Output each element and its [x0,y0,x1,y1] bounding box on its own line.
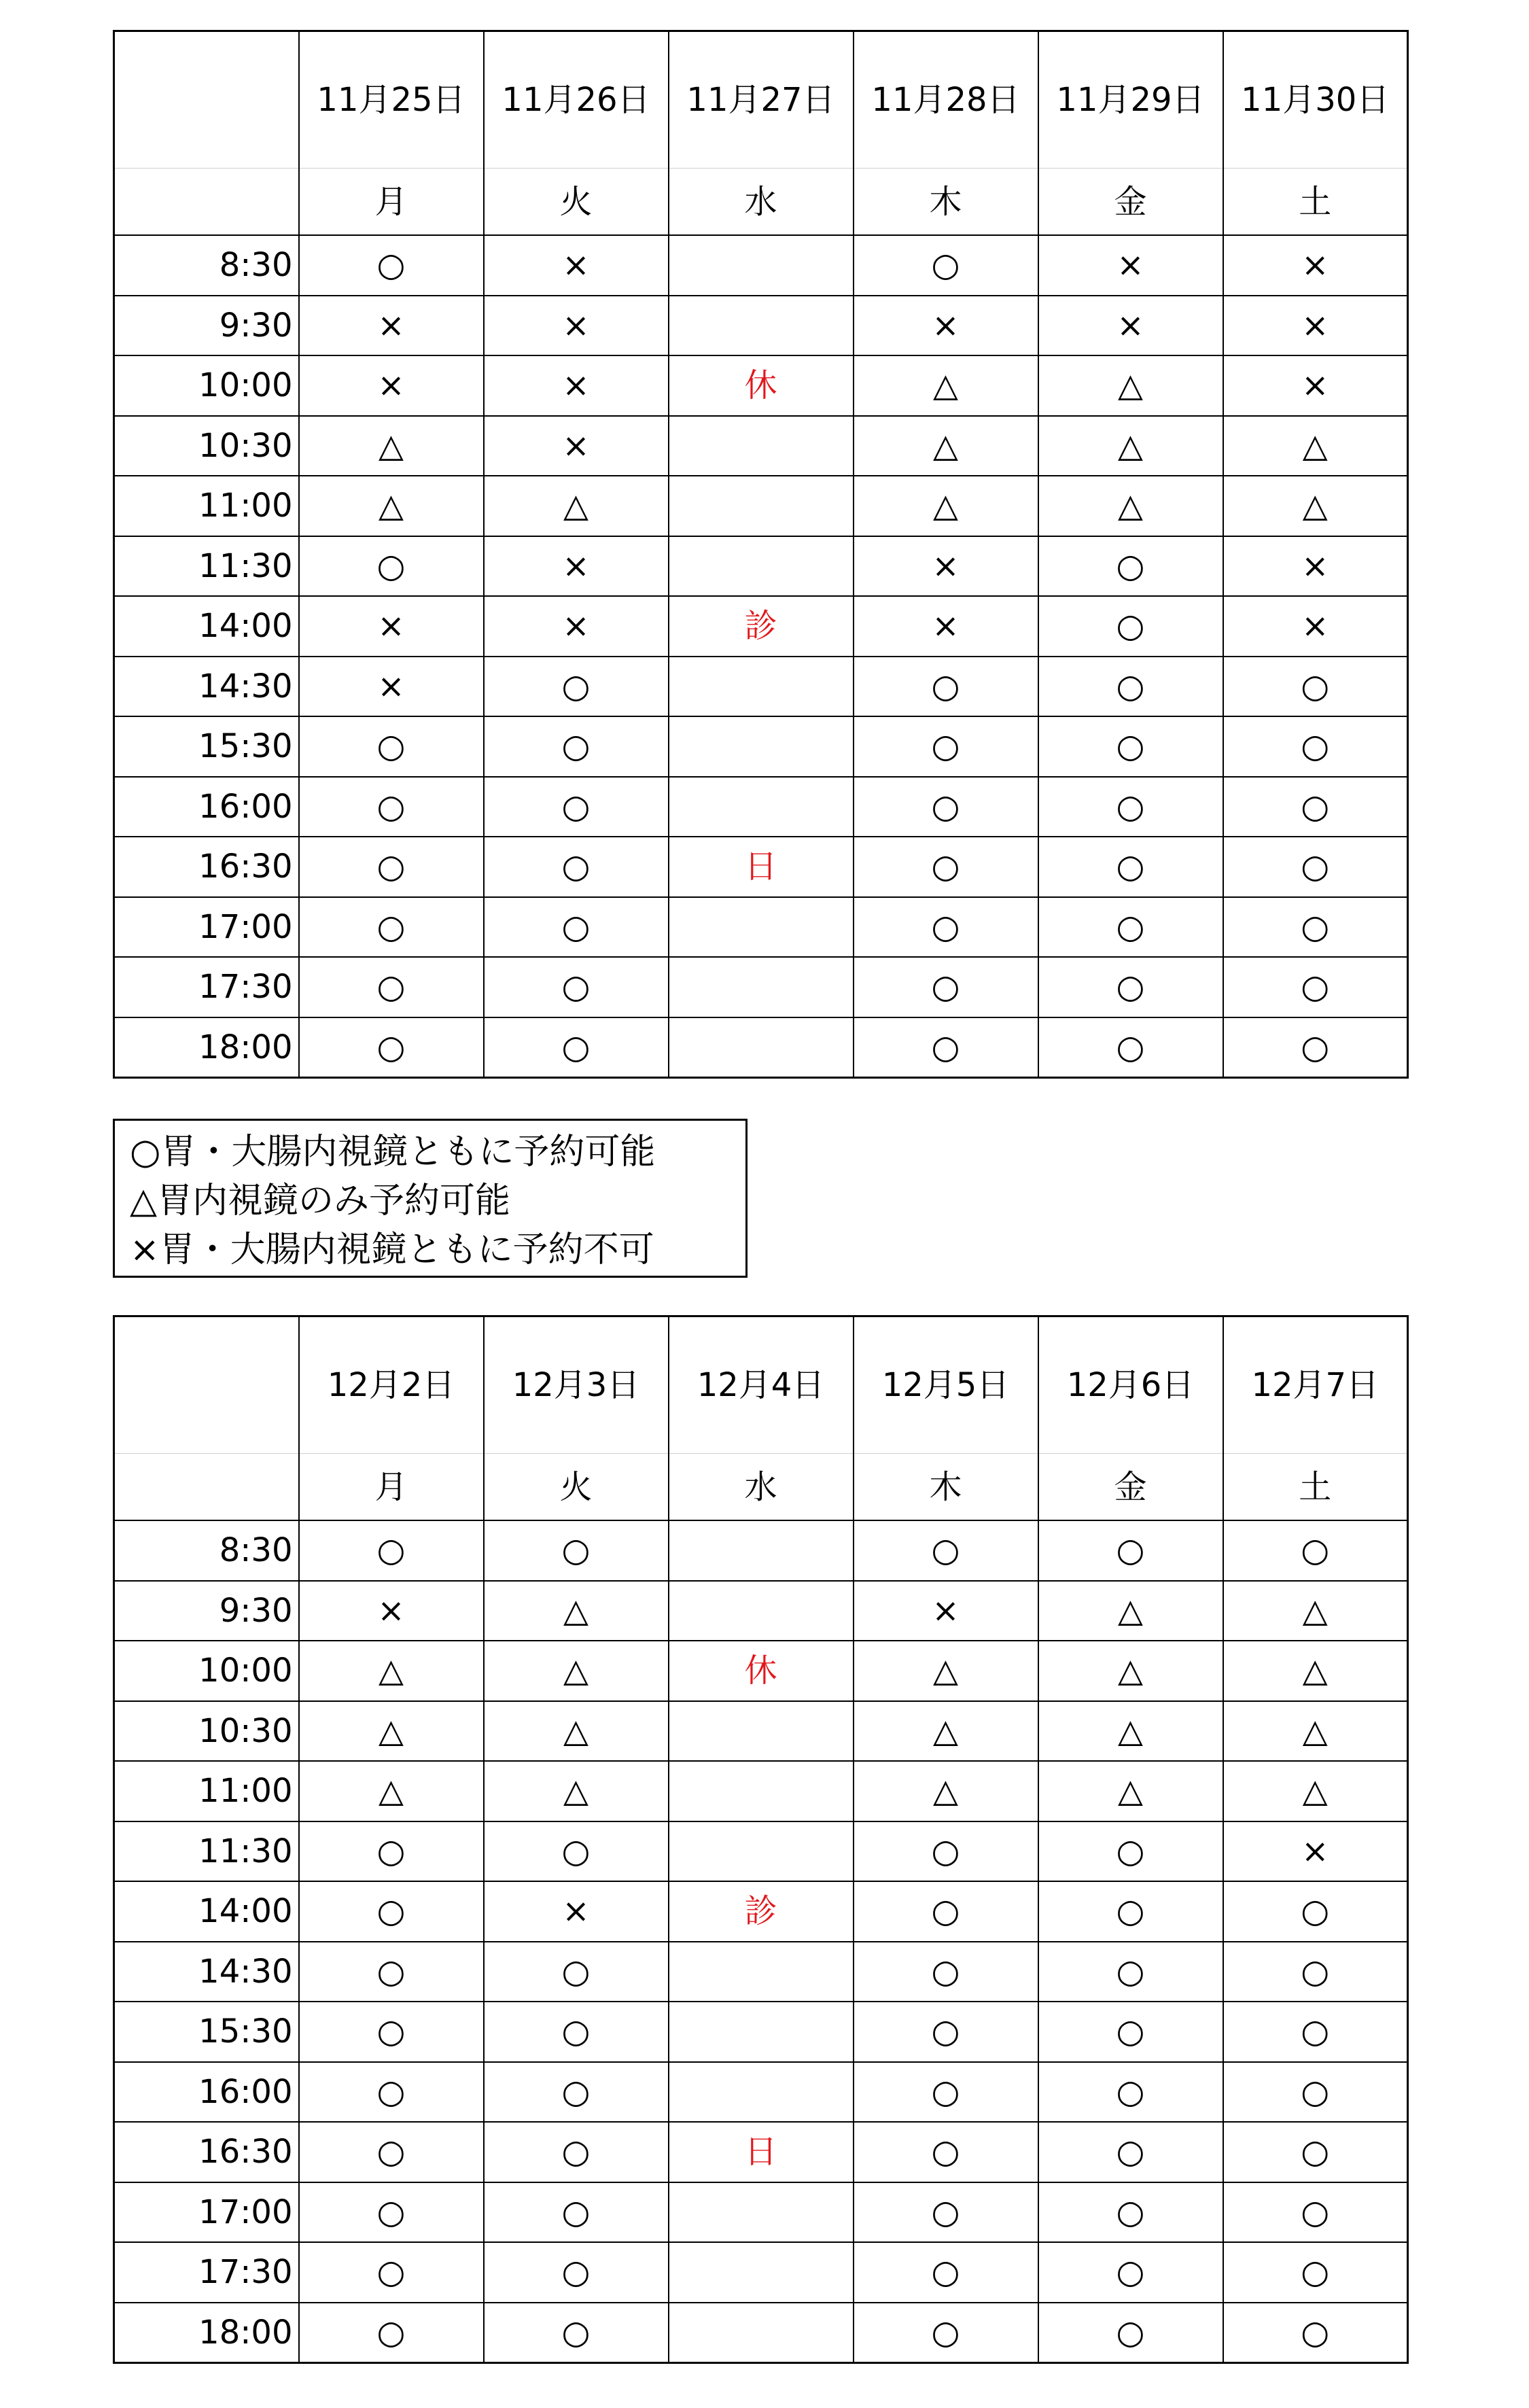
legend-unavailable: ×胃・大腸内視鏡ともに予約不可 [130,1229,654,1270]
partial-mark: △ [1223,1641,1408,1701]
corner-cell [114,1454,299,1521]
unavailable-mark: × [299,355,484,416]
date-header: 11月27日 [669,31,854,169]
time-slot-row [114,536,1408,597]
available-mark: ○ [854,1520,1038,1581]
available-mark: ○ [1223,2182,1408,2243]
partial-mark: △ [484,1581,669,1641]
legend-available-both: ○胃・大腸内視鏡ともに予約可能 [130,1132,656,1172]
time-slot-row [114,2242,1408,2303]
available-mark: ○ [1223,957,1408,1017]
available-mark: ○ [484,837,669,897]
available-mark: ○ [1223,897,1408,958]
available-mark: ○ [1038,837,1223,897]
available-mark: ○ [1223,837,1408,897]
weekday-header: 金 [1038,169,1223,236]
available-mark: ○ [1223,2062,1408,2123]
available-mark: ○ [299,1821,484,1882]
available-mark: ○ [1038,536,1223,597]
empty-cell [669,235,854,296]
empty-cell [669,957,854,1017]
partial-mark: △ [299,1761,484,1821]
weekday-header: 水 [669,1454,854,1521]
time-label: 14:00 [114,596,299,657]
closed-day-text: 診 [669,1881,854,1942]
available-mark: ○ [484,2303,669,2363]
partial-mark: △ [854,1761,1038,1821]
date-header: 11月29日 [1038,31,1223,169]
time-label: 11:00 [114,1761,299,1821]
time-label: 8:30 [114,235,299,296]
schedule-table-december [113,1315,1409,2364]
available-mark: ○ [484,2182,669,2243]
unavailable-mark: × [1038,235,1223,296]
available-mark: ○ [299,2242,484,2303]
closed-day-text: 診 [669,596,854,657]
available-mark: ○ [484,1520,669,1581]
weekday-header: 木 [854,1454,1038,1521]
unavailable-mark: × [299,596,484,657]
available-mark: ○ [1038,1520,1223,1581]
empty-cell [669,777,854,837]
weekday-header: 月 [299,1454,484,1521]
available-mark: ○ [484,1821,669,1882]
available-mark: ○ [299,837,484,897]
available-mark: ○ [854,2303,1038,2363]
available-mark: ○ [484,2242,669,2303]
partial-mark: △ [484,1701,669,1762]
available-mark: ○ [299,536,484,597]
available-mark: ○ [1038,716,1223,777]
date-header: 11月26日 [484,31,669,169]
unavailable-mark: × [484,536,669,597]
weekday-header: 土 [1223,1454,1408,1521]
available-mark: ○ [299,1017,484,1078]
available-mark: ○ [1038,2182,1223,2243]
closed-day-text: 休 [669,355,854,416]
available-mark: ○ [299,235,484,296]
available-mark: ○ [1223,1881,1408,1942]
date-header-row [114,31,1408,169]
available-mark: ○ [1223,2002,1408,2062]
partial-mark: △ [1038,1761,1223,1821]
time-label: 10:00 [114,355,299,416]
available-mark: ○ [1038,2242,1223,2303]
partial-mark: △ [1223,416,1408,476]
available-mark: ○ [484,2122,669,2182]
time-slot-row [114,1017,1408,1078]
empty-cell [669,536,854,597]
date-header: 11月28日 [854,31,1038,169]
partial-mark: △ [299,1701,484,1762]
date-header: 11月30日 [1223,31,1408,169]
closed-day-text: 休 [669,1641,854,1701]
available-mark: ○ [854,1942,1038,2002]
unavailable-mark: × [1223,235,1408,296]
time-slot-row [114,837,1408,897]
time-slot-row [114,1761,1408,1821]
partial-mark: △ [854,416,1038,476]
weekday-header: 木 [854,169,1038,236]
weekday-header: 火 [484,169,669,236]
time-label: 16:30 [114,837,299,897]
partial-mark: △ [1038,476,1223,536]
available-mark: ○ [299,1520,484,1581]
available-mark: ○ [1223,657,1408,717]
weekday-header: 土 [1223,169,1408,236]
available-mark: ○ [299,1942,484,2002]
available-mark: ○ [1223,1017,1408,1078]
legend-gastric-only: △胃内視鏡のみ予約可能 [130,1181,510,1221]
time-label: 9:30 [114,296,299,356]
partial-mark: △ [1223,1701,1408,1762]
available-mark: ○ [1223,2303,1408,2363]
empty-cell [669,296,854,356]
partial-mark: △ [854,476,1038,536]
available-mark: ○ [854,2002,1038,2062]
available-mark: ○ [1223,1942,1408,2002]
closed-day-text: 日 [669,2122,854,2182]
time-slot-row [114,777,1408,837]
available-mark: ○ [299,2062,484,2123]
corner-cell [114,169,299,236]
time-label: 17:00 [114,897,299,958]
unavailable-mark: × [854,536,1038,597]
time-label: 18:00 [114,1017,299,1078]
unavailable-mark: × [484,235,669,296]
unavailable-mark: × [1223,536,1408,597]
available-mark: ○ [1038,2062,1223,2123]
time-label: 17:30 [114,2242,299,2303]
time-slot-row [114,897,1408,958]
time-label: 16:00 [114,2062,299,2123]
unavailable-mark: × [1223,296,1408,356]
time-slot-row [114,716,1408,777]
weekday-header-row [114,1454,1408,1521]
empty-cell [669,897,854,958]
empty-cell [669,1017,854,1078]
time-label: 18:00 [114,2303,299,2363]
time-label: 10:30 [114,416,299,476]
time-slot-row [114,476,1408,536]
available-mark: ○ [1038,657,1223,717]
date-header: 12月3日 [484,1316,669,1454]
weekday-header: 月 [299,169,484,236]
available-mark: ○ [854,2062,1038,2123]
time-slot-row [114,1942,1408,2002]
unavailable-mark: × [1223,1821,1408,1882]
empty-cell [669,416,854,476]
date-header-row [114,1316,1408,1454]
partial-mark: △ [1223,1761,1408,1821]
available-mark: ○ [484,1942,669,2002]
time-label: 11:30 [114,536,299,597]
time-label: 11:00 [114,476,299,536]
time-label: 8:30 [114,1520,299,1581]
available-mark: ○ [484,957,669,1017]
available-mark: ○ [1038,2002,1223,2062]
available-mark: ○ [1038,957,1223,1017]
time-label: 10:30 [114,1701,299,1762]
partial-mark: △ [1038,1701,1223,1762]
legend-box [113,1119,748,1278]
available-mark: ○ [484,1017,669,1078]
available-mark: ○ [1038,1881,1223,1942]
available-mark: ○ [1038,1017,1223,1078]
available-mark: ○ [484,777,669,837]
available-mark: ○ [1223,1520,1408,1581]
schedule-body [114,235,1408,1078]
schedule-table-november [113,30,1409,1079]
empty-cell [669,2242,854,2303]
available-mark: ○ [484,2002,669,2062]
empty-cell [669,1581,854,1641]
available-mark: ○ [484,2062,669,2123]
time-slot-row [114,596,1408,657]
partial-mark: △ [484,1641,669,1701]
weekday-header: 金 [1038,1454,1223,1521]
unavailable-mark: × [484,416,669,476]
time-label: 15:30 [114,716,299,777]
date-header: 11月25日 [299,31,484,169]
partial-mark: △ [1223,476,1408,536]
partial-mark: △ [1223,1581,1408,1641]
time-label: 10:00 [114,1641,299,1701]
unavailable-mark: × [1223,596,1408,657]
available-mark: ○ [854,235,1038,296]
weekday-header: 水 [669,169,854,236]
time-slot-row [114,2122,1408,2182]
partial-mark: △ [299,476,484,536]
weekday-header-row [114,169,1408,236]
available-mark: ○ [299,2122,484,2182]
partial-mark: △ [299,416,484,476]
partial-mark: △ [1038,355,1223,416]
available-mark: ○ [1223,2122,1408,2182]
available-mark: ○ [1038,596,1223,657]
time-label: 14:00 [114,1881,299,1942]
weekday-header: 火 [484,1454,669,1521]
time-slot-row [114,1581,1408,1641]
unavailable-mark: × [484,296,669,356]
available-mark: ○ [299,2303,484,2363]
time-label: 16:30 [114,2122,299,2182]
time-slot-row [114,296,1408,356]
available-mark: ○ [1223,2242,1408,2303]
time-label: 14:30 [114,1942,299,2002]
available-mark: ○ [854,777,1038,837]
time-slot-row [114,657,1408,717]
available-mark: ○ [299,957,484,1017]
time-slot-row [114,1881,1408,1942]
empty-cell [669,1520,854,1581]
available-mark: ○ [1038,897,1223,958]
time-label: 17:30 [114,957,299,1017]
empty-cell [669,1942,854,2002]
empty-cell [669,1701,854,1762]
available-mark: ○ [484,716,669,777]
available-mark: ○ [1038,1821,1223,1882]
schedule-body [114,1520,1408,2363]
available-mark: ○ [854,837,1038,897]
time-slot-row [114,1821,1408,1882]
unavailable-mark: × [484,1881,669,1942]
empty-cell [669,657,854,717]
partial-mark: △ [1038,416,1223,476]
time-slot-row [114,2002,1408,2062]
unavailable-mark: × [299,296,484,356]
available-mark: ○ [854,1017,1038,1078]
unavailable-mark: × [854,296,1038,356]
available-mark: ○ [854,2122,1038,2182]
corner-cell [114,1316,299,1454]
available-mark: ○ [854,2182,1038,2243]
partial-mark: △ [484,476,669,536]
available-mark: ○ [854,1821,1038,1882]
available-mark: ○ [299,777,484,837]
date-header: 12月7日 [1223,1316,1408,1454]
empty-cell [669,476,854,536]
available-mark: ○ [299,2002,484,2062]
time-label: 17:00 [114,2182,299,2243]
available-mark: ○ [484,897,669,958]
empty-cell [669,1821,854,1882]
time-slot-row [114,2062,1408,2123]
empty-cell [669,2062,854,2123]
time-slot-row [114,2182,1408,2243]
available-mark: ○ [299,1881,484,1942]
time-slot-row [114,957,1408,1017]
available-mark: ○ [854,716,1038,777]
available-mark: ○ [484,657,669,717]
time-slot-row [114,2303,1408,2363]
unavailable-mark: × [854,596,1038,657]
empty-cell [669,1761,854,1821]
unavailable-mark: × [299,1581,484,1641]
partial-mark: △ [1038,1641,1223,1701]
empty-cell [669,2303,854,2363]
available-mark: ○ [1038,2303,1223,2363]
time-slot-row [114,1701,1408,1762]
empty-cell [669,2002,854,2062]
partial-mark: △ [854,1701,1038,1762]
time-slot-row [114,355,1408,416]
corner-cell [114,31,299,169]
available-mark: ○ [299,2182,484,2243]
available-mark: ○ [1038,777,1223,837]
time-label: 15:30 [114,2002,299,2062]
time-label: 16:00 [114,777,299,837]
time-slot-row [114,1520,1408,1581]
partial-mark: △ [854,355,1038,416]
available-mark: ○ [854,897,1038,958]
time-slot-row [114,416,1408,476]
unavailable-mark: × [299,657,484,717]
time-slot-row [114,235,1408,296]
available-mark: ○ [299,716,484,777]
date-header: 12月5日 [854,1316,1038,1454]
empty-cell [669,716,854,777]
available-mark: ○ [1223,777,1408,837]
partial-mark: △ [1038,1581,1223,1641]
time-slot-row [114,1641,1408,1701]
time-label: 14:30 [114,657,299,717]
closed-day-text: 日 [669,837,854,897]
available-mark: ○ [854,657,1038,717]
available-mark: ○ [854,1881,1038,1942]
available-mark: ○ [854,2242,1038,2303]
unavailable-mark: × [1038,296,1223,356]
time-label: 11:30 [114,1821,299,1882]
partial-mark: △ [299,1641,484,1701]
available-mark: ○ [1223,716,1408,777]
unavailable-mark: × [484,596,669,657]
available-mark: ○ [299,897,484,958]
partial-mark: △ [854,1641,1038,1701]
date-header: 12月2日 [299,1316,484,1454]
time-label: 9:30 [114,1581,299,1641]
available-mark: ○ [1038,2122,1223,2182]
unavailable-mark: × [484,355,669,416]
available-mark: ○ [1038,1942,1223,2002]
partial-mark: △ [484,1761,669,1821]
date-header: 12月4日 [669,1316,854,1454]
unavailable-mark: × [1223,355,1408,416]
empty-cell [669,2182,854,2243]
date-header: 12月6日 [1038,1316,1223,1454]
unavailable-mark: × [854,1581,1038,1641]
available-mark: ○ [854,957,1038,1017]
